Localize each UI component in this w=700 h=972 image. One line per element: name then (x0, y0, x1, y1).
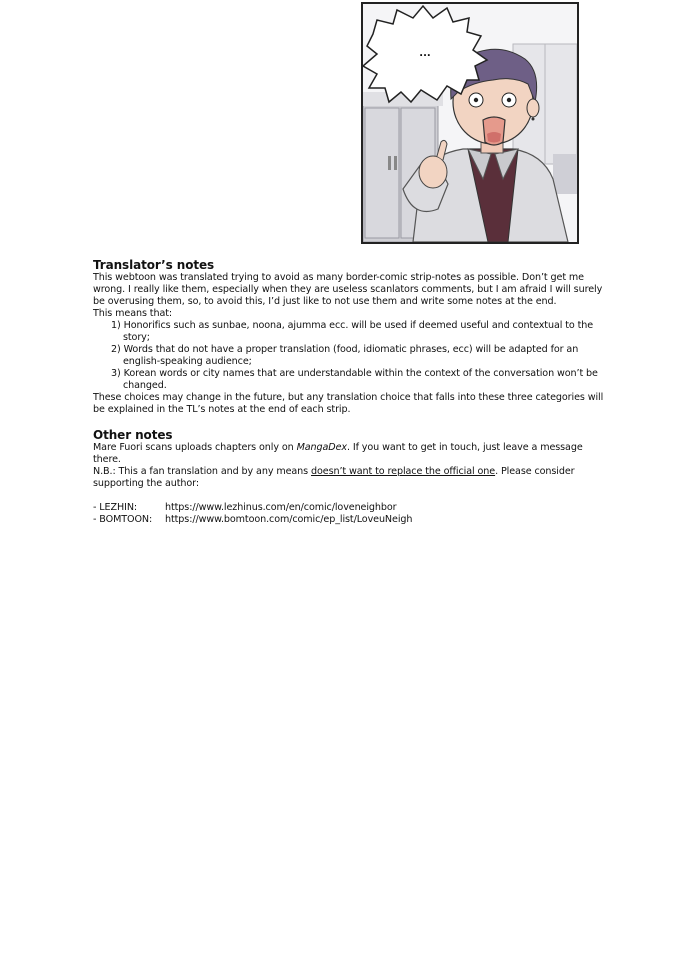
underlined-phrase: doesn’t want to replace the official one (311, 466, 496, 477)
tl-notes-list (93, 320, 608, 392)
link-row-bomtoon (93, 514, 608, 526)
link-label: - LEZHIN: (93, 502, 138, 513)
link-label: - BOMTOON: (93, 514, 153, 525)
comic-illustration (363, 4, 577, 242)
comic-panel (361, 2, 579, 244)
lezhin-link[interactable]: https://www.lezhinus.com/en/comic/loveneighbor (165, 502, 397, 513)
tl-notes-closing: These choices may change in the future, but any translation choice that falls into these three categories will be explained in the TL’s notes at the end of each strip. (93, 392, 604, 415)
list-item: 2) Words that do not have a proper translation (food, idiomatic phrases, ecc) will be adapted for an english-speaking audience; (111, 344, 579, 367)
tl-notes-heading: Translator’s notes (93, 258, 215, 272)
other-notes-line1: Mare Fuori scans uploads chapters only on MangaDex. If you want to get in touch, just leave a message there. (93, 442, 583, 465)
notes-section (93, 258, 608, 526)
link-row-lezhin (93, 502, 608, 514)
other-notes-heading: Other notes (93, 428, 173, 442)
tl-notes-intro: This webtoon was translated trying to avoid as many border-comic strip-notes as possible. Don’t get me wrong. I really like them, especially when they are useless scanlators comments, but I am afraid I will surely be overusing them, so, to avoid this, I’d just like to not use them and write some notes at the end. (93, 272, 603, 307)
tl-notes-means: This means that: (93, 308, 173, 319)
list-item: 3) Korean words or city names that are understandable within the context of the conversation won’t be changed. (111, 368, 598, 391)
list-item: 1) Honorifics such as sunbae, noona, ajumma ecc. will be used if deemed useful and contextual to the story; (111, 320, 594, 343)
speech-bubble-text: ... (419, 48, 431, 59)
nb-line: N.B.: This a fan translation and by any means doesn’t want to replace the official one. Please consider supporting the author: (93, 466, 575, 489)
bomtoon-link[interactable]: https://www.bomtoon.com/comic/ep_list/LoveuNeigh (165, 514, 413, 525)
mangadex-text: MangaDex (296, 442, 347, 453)
